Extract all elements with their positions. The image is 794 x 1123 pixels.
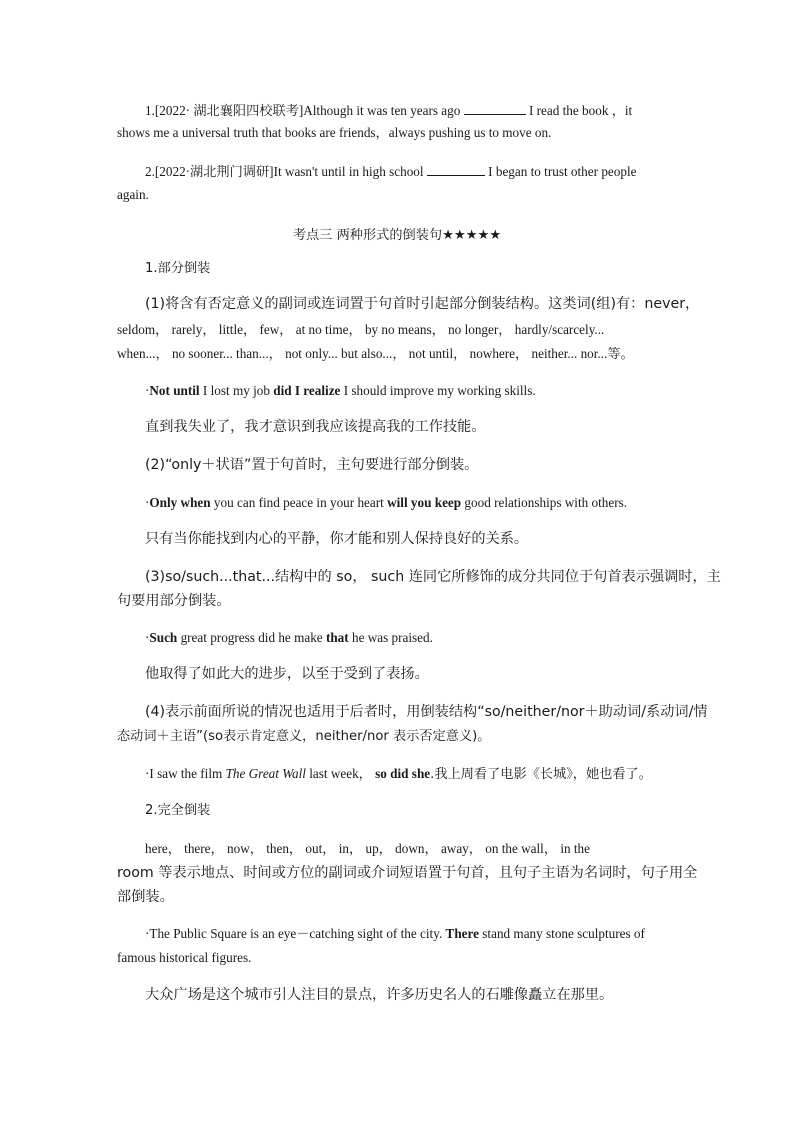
example-1: ·Not until I lost my job did I realize I should improve my working skills. <box>145 383 536 398</box>
part-1-para-3-line-2: 句要用部分倒装。 <box>117 593 231 609</box>
part-1-para-1-line-1: (1)将含有否定意义的副词或连词置于句首时引起部分倒装结构。这类词(组)有：never， <box>145 296 700 312</box>
question-2-line-1: 2.[2022·湖北荆门调研]It wasn't until in high school I began to trust other people <box>145 164 637 179</box>
part-1-para-1-line-3: when...， no sooner... than...， not only... but also...， not until， nowhere， neither... nor...等。 <box>117 346 634 361</box>
example-1-translation: 直到我失业了，我才意识到我应该提高我的工作技能。 <box>145 419 486 435</box>
example-2-translation: 只有当你能找到内心的平静，你才能和别人保持良好的关系。 <box>145 531 529 547</box>
part-2-para-line-1: here， there， now， then， out， in， up， down， away， on the wall， in the <box>145 841 590 856</box>
part-1-para-4-line-1: (4)表示前面所说的情况也适用于后者时，用倒装结构“so/neither/nor＋助动词/系动词/情 <box>145 704 708 720</box>
part-1-para-3-line-1: (3)so/such...that...结构中的 so， such 连同它所修饰的成分共同位于句首表示强调时，主 <box>145 569 721 585</box>
part-1-title: 1.部分倒装 <box>145 261 211 276</box>
question-1-line-1: 1.[2022· 湖北襄阳四校联考]Although it was ten years ago I read the book ，it <box>145 103 633 118</box>
section-heading: 考点三 两种形式的倒装句★★★★★ <box>292 228 502 243</box>
part-1-para-2: (2)“only＋状语”置于句首时，主句要进行部分倒装。 <box>145 457 479 473</box>
part-1-para-1-line-2: seldom， rarely， little， few， at no time， by no means， no longer， hardly/scarcely... <box>117 322 605 337</box>
part-1-para-4-line-2: 态动词＋主语”(so表示肯定意义，neither/nor 表示否定意义)。 <box>117 729 491 744</box>
answer-blank-2[interactable] <box>427 163 485 176</box>
example-4: ·I saw the film The Great Wall last week， so did she.我上周看了电影《长城》，她也看了。 <box>145 766 652 782</box>
question-1-line-2: shows me a universal truth that books are friends，always pushing us to move on. <box>117 125 552 140</box>
question-2-line-2: again. <box>117 187 149 202</box>
part-2-para-line-2: room 等表示地点、时间或方位的副词或介词短语置于句首，且句子主语为名词时，句子用全 <box>117 865 698 881</box>
example-3-translation: 他取得了如此大的进步，以至于受到了表扬。 <box>145 666 429 682</box>
part-2-para-line-3: 部倒装。 <box>117 889 174 905</box>
example-5-translation: 大众广场是这个城市引人注目的景点，许多历史名人的石雕像矗立在那里。 <box>145 987 614 1003</box>
example-5-line-2: famous historical figures. <box>117 950 252 965</box>
answer-blank-1[interactable] <box>464 102 526 115</box>
example-5: ·The Public Square is an eye－catching sight of the city. There stand many stone sculptures of <box>145 926 645 941</box>
example-3: ·Such great progress did he make that he was praised. <box>145 630 433 645</box>
part-2-title: 2.完全倒装 <box>145 803 211 818</box>
example-2: ·Only when you can find peace in your heart will you keep good relationships with others. <box>145 495 628 510</box>
